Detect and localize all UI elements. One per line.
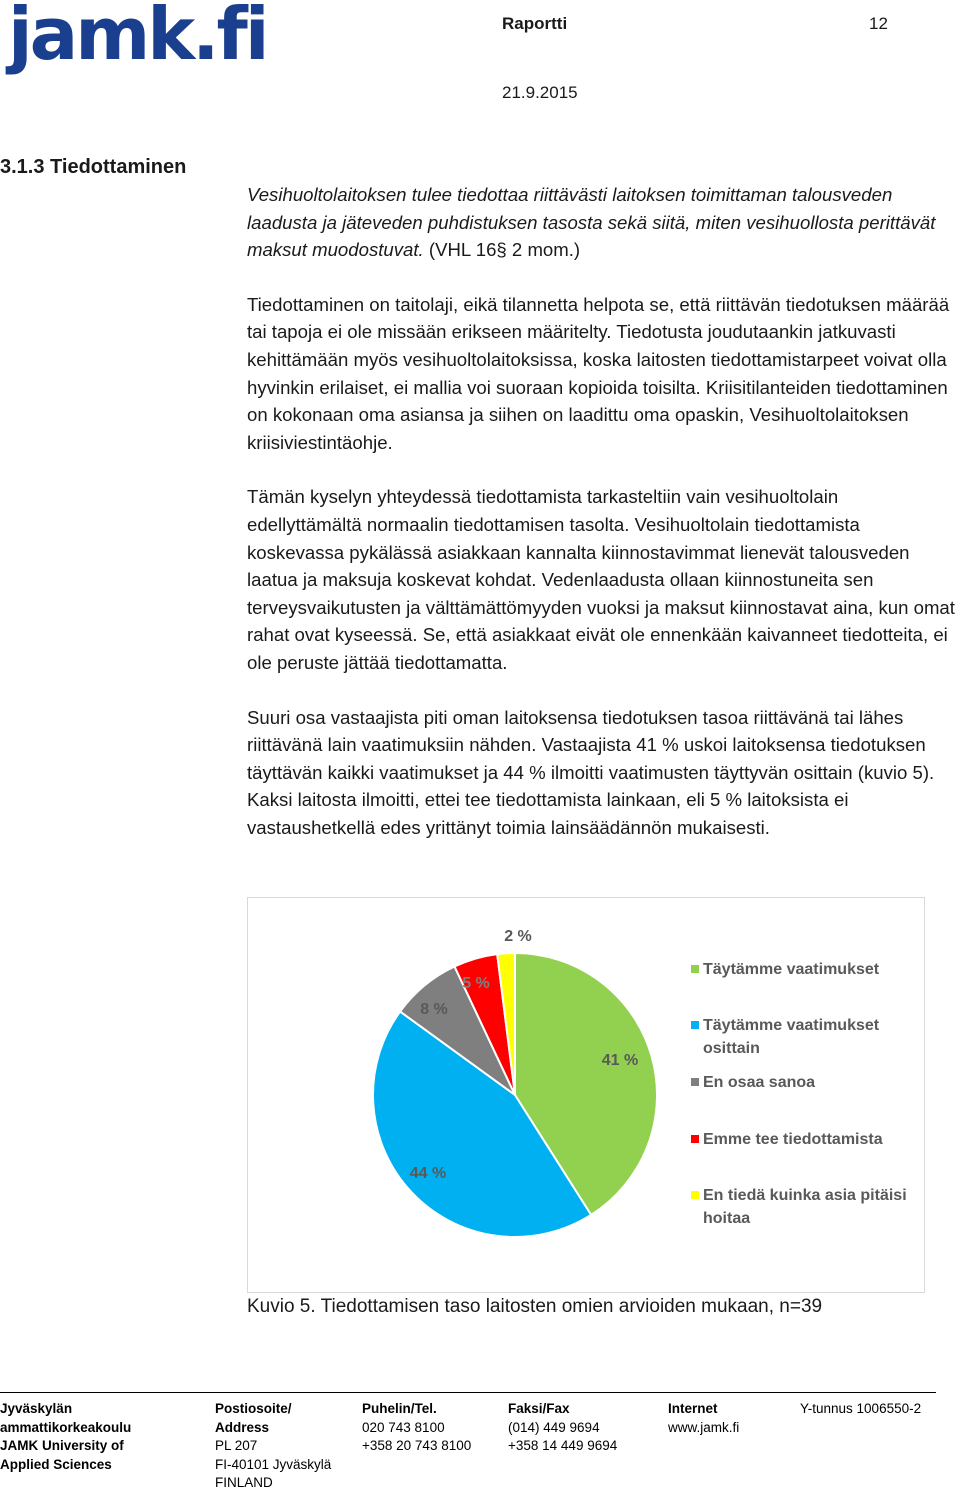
jamk-logo: jamk.fi	[8, 0, 267, 76]
footer-business-id	[800, 1400, 921, 1419]
legend-label: Emme tee tiedottamista	[703, 1131, 883, 1148]
footer-institution-line: Jyväskylän	[0, 1401, 73, 1416]
legend-item	[703, 1184, 913, 1230]
footer-fax-line: +358 14 449 9694	[508, 1438, 618, 1453]
footer-fax-line: (014) 449 9694	[508, 1419, 600, 1435]
footer-address-line: FINLAND	[215, 1475, 273, 1490]
section-heading: 3.1.3 Tiedottaminen	[0, 156, 187, 178]
footer-address-line: PL 207	[215, 1438, 258, 1453]
legend-item	[703, 1071, 913, 1094]
footer-institution-line: Applied Sciences	[0, 1456, 112, 1472]
pie-data-label: 41 %	[601, 1052, 639, 1069]
footer-phone-line: 020 743 8100	[362, 1419, 445, 1435]
legend-item	[703, 958, 913, 981]
footer-address-title: Postiosoite/	[215, 1401, 292, 1416]
paragraph-2: Tämän kyselyn yhteydessä tiedottamista tarkasteltiin vain vesihuoltolain edellyttämältä normaalin tiedottamisen tasolta. Vesihuoltolain tiedottamista koskevassa pykälässä asiakkaan kannalta kiinnostavimmat lienevät talousveden laatua ja maksuja koskevat kohdat. Vedenlaadusta ollaan kiinnostuneita sen terveysvaikutusten ja välttämättömyyden vuoksi ja maksut kiinnostavat aina, kun omat rahat ovat kyseessä. Se, että asiakkaat eivät ole ennenkään kaivanneet tiedotteita, ei ole peruste jättää tiedottamatta.	[247, 486, 955, 673]
pie-data-label: 5 %	[462, 975, 490, 992]
paragraph-1: Tiedottaminen on taitolaji, eikä tilannetta helpota se, että riittävän tiedotuksen määrää tai tapoja ei ole missään erikseen määritelty. Tiedotusta joudutaankin jatkuvasti kehittämään myös vesihuoltolaitoksissa, koska laitosten tiedottamistarpeet voivat olla hyvinkin erilaiset, ei mallia voi suoraan kopioida toisilta. Kriisitilanteiden tiedottaminen on kokonaan oma asiansa ja siihen on laadittu oma opaskin, Vesihuoltolaitoksen kriisiviestintäohje.	[247, 293, 950, 453]
legend-label: Täytämme vaatimukset osittain	[703, 1017, 880, 1057]
footer-phone	[362, 1400, 471, 1456]
legend-swatch	[691, 1191, 699, 1199]
intro-paragraph	[247, 181, 955, 264]
footer-business-id-text: Y-tunnus 1006550-2	[800, 1401, 922, 1416]
document-date: 21.9.2015	[502, 83, 578, 102]
footer-fax-title: Faksi/Fax	[508, 1401, 570, 1416]
intro-reference: (VHL 16§ 2 mom.)	[428, 239, 581, 261]
legend-label: Täytämme vaatimukset	[703, 961, 880, 978]
legend-label: En tiedä kuinka asia pitäisi hoitaa	[703, 1187, 907, 1227]
legend-swatch	[691, 965, 699, 973]
footer-fax	[508, 1400, 617, 1456]
pie-chart	[247, 897, 925, 1293]
figure-caption: Kuvio 5. Tiedottamisen taso laitosten omien arvioiden mukaan, n=39	[247, 1296, 823, 1317]
footer-address-line: FI-40101 Jyväskylä	[215, 1456, 332, 1472]
page-number: 12	[869, 14, 888, 33]
paragraph-3: Suuri osa vastaajista piti oman laitoksensa tiedotuksen tasoa riittävänä tai lähes riittävänä lain vaatimuksiin nähden. Vastaajista 41 % uskoi laitoksensa tiedotuksen täyttävän kaikki vaatimukset ja 44 % ilmoitti vaatimusten täyttyvän osittain (kuvio 5). Kaksi laitosta ilmoitti, ettei tee tiedottamista lainkaan, eli 5 % laitoksista ei vastaushetkellä edes yrittänyt toimia lainsäädännön mukaisesti.	[247, 706, 935, 838]
body-text	[247, 181, 955, 868]
legend-swatch	[691, 1135, 699, 1143]
footer-institution-line: ammattikorkeakoulu	[0, 1419, 132, 1435]
footer-internet	[668, 1400, 739, 1437]
intro-text: Vesihuoltolaitoksen tulee tiedottaa riittävästi laitoksen toimittaman talousveden laadusta ja jäteveden puhdistuksen tasosta sekä siitä, miten vesihuollosta perittävät maksut muodostuvat.	[247, 184, 936, 261]
pie-data-label: 2 %	[504, 928, 532, 945]
footer-website-link[interactable]: www.jamk.fi	[668, 1419, 740, 1435]
footer-institution-line: JAMK University of	[0, 1438, 124, 1453]
footer-internet-title: Internet	[668, 1401, 718, 1416]
document-type: Raportti	[502, 14, 568, 33]
legend-swatch	[691, 1078, 699, 1086]
pie-data-label: 44 %	[409, 1165, 447, 1182]
legend-item	[703, 1014, 913, 1060]
footer-phone-title: Puhelin/Tel.	[362, 1401, 437, 1416]
footer-institution	[0, 1400, 131, 1474]
legend-label: En osaa sanoa	[703, 1074, 816, 1091]
legend-item	[703, 1128, 913, 1151]
footer-address-subtitle: Address	[215, 1419, 270, 1435]
footer-divider	[0, 1392, 936, 1393]
legend-swatch	[691, 1021, 699, 1029]
footer-phone-line: +358 20 743 8100	[362, 1438, 472, 1453]
pie-data-label: 8 %	[420, 1001, 448, 1018]
footer-address	[215, 1400, 331, 1493]
